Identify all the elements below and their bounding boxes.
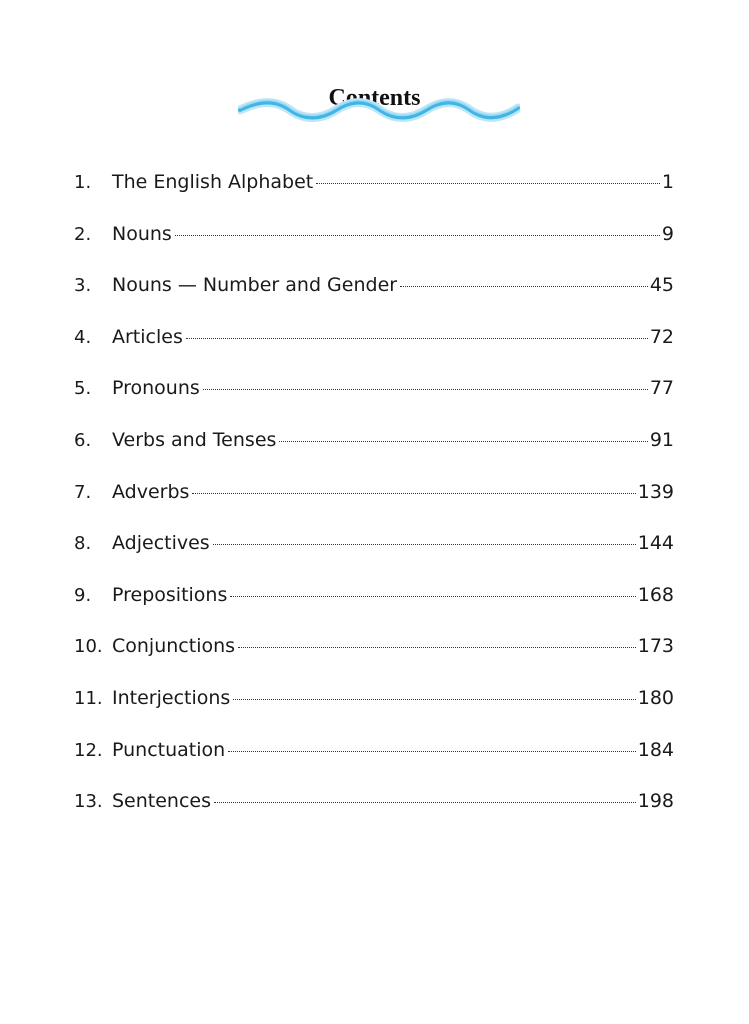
toc-entry[interactable]	[74, 578, 674, 630]
toc-entry-page: 77	[649, 377, 674, 400]
toc-entry-title: Sentences	[112, 790, 212, 813]
dot-leader	[203, 389, 648, 390]
toc-entry[interactable]	[74, 475, 674, 527]
toc-entry[interactable]	[74, 526, 674, 578]
toc-entry-page: 180	[637, 686, 674, 709]
toc-entry-title: Punctuation	[112, 738, 226, 761]
dot-leader	[316, 183, 660, 184]
toc-entry-number: 13.	[74, 791, 103, 813]
dot-leader	[213, 544, 636, 545]
toc-entry[interactable]	[74, 371, 674, 423]
toc-entry-page: 144	[637, 532, 674, 555]
toc-entry-number: 2.	[74, 223, 92, 245]
toc-entry[interactable]	[74, 217, 674, 269]
toc-entry-page: 72	[649, 325, 674, 348]
toc-entry-title: Verbs and Tenses	[112, 428, 277, 451]
toc-entry[interactable]	[74, 268, 674, 320]
toc-entry-page: 173	[637, 635, 674, 658]
toc-entry-title: The English Alphabet	[112, 171, 314, 193]
toc-entry[interactable]	[74, 165, 674, 217]
toc-entry-number: 4.	[74, 326, 92, 348]
toc-entry-number: 7.	[74, 481, 92, 503]
toc-entry-page: 184	[637, 738, 674, 761]
toc-entry-number: 8.	[74, 533, 92, 555]
toc-entry-page: 45	[649, 274, 674, 297]
toc-entry[interactable]	[74, 320, 674, 372]
toc-entry-title: Articles	[112, 325, 183, 348]
toc-entry-number: 1.	[74, 172, 92, 193]
toc-entry[interactable]	[74, 733, 674, 785]
toc-entry-page: 9	[661, 222, 674, 245]
toc-entry[interactable]	[74, 681, 674, 733]
toc-entry-number: 5.	[74, 378, 92, 400]
dot-leader	[214, 802, 636, 803]
table-of-contents	[74, 165, 674, 836]
dot-leader	[238, 647, 636, 648]
dot-leader	[400, 286, 648, 287]
toc-entry[interactable]	[74, 784, 674, 836]
dot-leader	[186, 338, 648, 339]
page-title: Contents	[328, 85, 421, 112]
toc-entry-title: Conjunctions	[112, 635, 236, 658]
dot-leader	[279, 441, 647, 442]
toc-entry-number: 6.	[74, 429, 92, 451]
toc-entry-page: 198	[637, 790, 674, 813]
dot-leader	[230, 596, 635, 597]
dot-leader	[192, 493, 635, 494]
dot-leader	[233, 699, 635, 700]
dot-leader	[228, 751, 636, 752]
wave-divider-icon	[238, 98, 520, 122]
toc-entry-title: Nouns	[112, 222, 172, 245]
toc-entry-page: 139	[637, 480, 674, 503]
toc-entry-number: 11.	[74, 687, 103, 709]
toc-entry-title: Adverbs	[112, 480, 190, 503]
toc-entry-page: 168	[637, 583, 674, 606]
toc-entry-number: 10.	[74, 636, 103, 658]
toc-entry-number: 3.	[74, 275, 92, 297]
toc-entry-page: 1	[661, 171, 674, 193]
toc-entry-title: Prepositions	[112, 583, 228, 606]
toc-entry-number: 9.	[74, 584, 92, 606]
toc-entry-title: Interjections	[112, 686, 231, 709]
toc-entry-title: Adjectives	[112, 532, 210, 555]
toc-entry-title: Pronouns	[112, 377, 200, 400]
toc-entry-number: 12.	[74, 739, 103, 761]
toc-entry[interactable]	[74, 423, 674, 475]
toc-entry[interactable]	[74, 629, 674, 681]
dot-leader	[175, 235, 660, 236]
toc-entry-page: 91	[649, 428, 674, 451]
toc-entry-title: Nouns — Number and Gender	[112, 274, 398, 297]
